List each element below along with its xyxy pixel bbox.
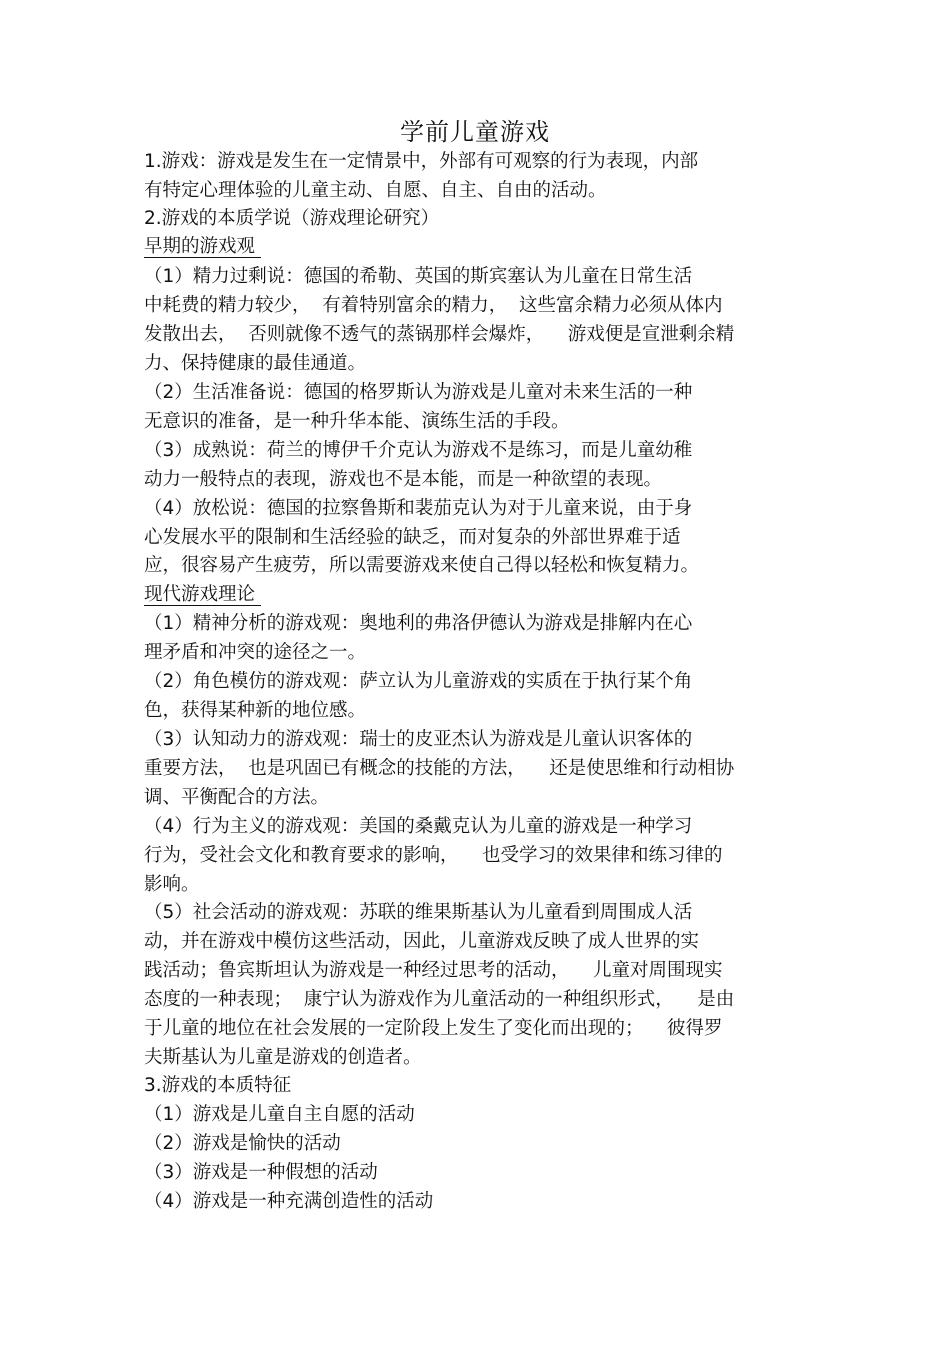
text-line: 应，很容易产生疲劳，所以需要游戏来使自己得以轻松和恢复精力。 <box>144 555 700 576</box>
text-line: （3）游戏是一种假想的活动 <box>144 1162 378 1183</box>
section-heading: 3.游戏的本质特征 <box>144 1075 292 1096</box>
text-line: 态度的一种表现； 康宁认为游戏作为儿童活动的一种组织形式， 是由 <box>144 989 735 1010</box>
text-line: 心发展水平的限制和生活经验的缺乏，而对复杂的外部世界难于适 <box>144 527 681 548</box>
text-line: 于儿童的地位在社会发展的一定阶段上发生了变化而出现的； 彼得罗 <box>144 1018 723 1039</box>
text-line: 色，获得某种新的地位感。 <box>144 700 367 721</box>
text-line: 理矛盾和冲突的途径之一。 <box>144 642 367 663</box>
text-line: （4）行为主义的游戏观：美国的桑戴克认为儿童的游戏是一种学习 <box>144 816 693 837</box>
text-line: 践活动；鲁宾斯坦认为游戏是一种经过思考的活动， 儿童对周围现实 <box>144 960 723 981</box>
text-line: （4）游戏是一种充满创造性的活动 <box>144 1191 434 1212</box>
text-line: 1.游戏：游戏是发生在一定情景中，外部有可观察的行为表现，内部 <box>144 151 699 172</box>
text-line: 行为，受社会文化和教育要求的影响， 也受学习的效果律和练习律的 <box>144 845 723 866</box>
text-line: 有特定心理体验的儿童主动、自愿、自主、自由的活动。 <box>144 180 607 201</box>
text-line: 中耗费的精力较少， 有着特别富余的精力， 这些富余精力必须从体内 <box>144 295 723 316</box>
text-line: （1）精神分析的游戏观：奥地利的弗洛伊德认为游戏是排解内在心 <box>144 613 693 634</box>
subsection-heading <box>144 581 261 609</box>
text-line: 重要方法， 也是巩固已有概念的技能的方法， 还是使思维和行动相协 <box>144 758 735 779</box>
text-line: 力、保持健康的最佳通道。 <box>144 353 367 374</box>
text-line: （2）角色模仿的游戏观：萨立认为儿童游戏的实质在于执行某个角 <box>144 671 693 692</box>
text-line: 动力一般特点的表现，游戏也不是本能，而是一种欲望的表现。 <box>144 469 663 490</box>
text-line: （3）成熟说：荷兰的博伊千介克认为游戏不是练习，而是儿童幼稚 <box>144 440 693 461</box>
text-line: （1）精力过剩说：德国的希勒、英国的斯宾塞认为儿童在日常生活 <box>144 266 693 287</box>
text-line: 发散出去， 否则就像不透气的蒸锅那样会爆炸， 游戏便是宣泄剩余精 <box>144 324 735 345</box>
text-line: （3）认知动力的游戏观：瑞士的皮亚杰认为游戏是儿童认识客体的 <box>144 729 693 750</box>
text-line: 调、平衡配合的方法。 <box>144 787 330 808</box>
text-line: 夫斯基认为儿童是游戏的创造者。 <box>144 1047 422 1068</box>
text-line: （1）游戏是儿童自主自愿的活动 <box>144 1104 415 1125</box>
underlined-heading-modern: 现代游戏理论 <box>144 584 261 606</box>
underlined-heading-early: 早期的游戏观 <box>144 236 261 258</box>
section-heading: 2.游戏的本质学说（游戏理论研究） <box>144 208 440 229</box>
text-line: （2）游戏是愉快的活动 <box>144 1133 341 1154</box>
text-line: 影响。 <box>144 874 200 895</box>
text-line: 无意识的准备，是一种升华本能、演练生活的手段。 <box>144 411 570 432</box>
subsection-heading <box>144 233 261 261</box>
document-title: 学前儿童游戏 <box>400 118 550 146</box>
text-line: （5）社会活动的游戏观：苏联的维果斯基认为儿童看到周围成人活 <box>144 902 693 923</box>
text-line: 动，并在游戏中模仿这些活动，因此，儿童游戏反映了成人世界的实 <box>144 931 700 952</box>
text-line: （4）放松说：德国的拉察鲁斯和裴茄克认为对于儿童来说，由于身 <box>144 498 693 519</box>
text-line: （2）生活准备说：德国的格罗斯认为游戏是儿童对未来生活的一种 <box>144 382 693 403</box>
